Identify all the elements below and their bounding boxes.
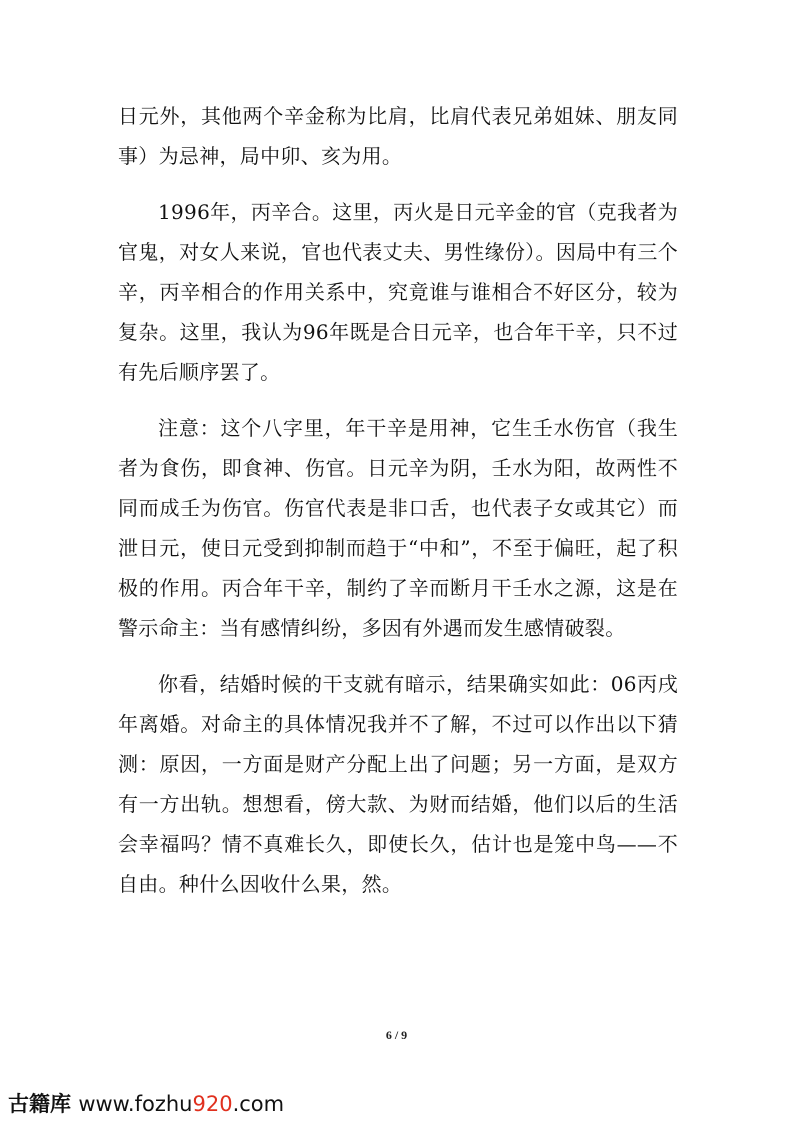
watermark-site-prefix: www.fozhu — [78, 1092, 193, 1116]
watermark-brand: 古籍库 — [8, 1092, 71, 1116]
paragraph-4: 你看，结婚时候的干支就有暗示，结果确实如此：06丙戌年离婚。对命主的具体情况我并不了解，不过可以作出以下猜测：原因，一方面是财产分配上出了问题；另一方面，是双方有一方出轨。想想看，傍大款、为财而结婚，他们以后的生活会幸福吗？情不真难长久，即使长久，估计也是笼中鸟——不自由。种什么因收什么果，然。 — [118, 672, 678, 896]
page-number: 6 / 9 — [385, 1028, 408, 1042]
paragraph-1: 日元外，其他两个辛金称为比肩，比肩代表兄弟姐妹、朋友同事）为忌神，局中卯、亥为用。 — [118, 104, 678, 168]
paragraph-3: 注意：这个八字里，年干辛是用神，它生壬水伤官（我生者为食伤，即食神、伤官。日元辛为阴，壬水为阳，故两性不同而成壬为伤官。伤官代表是非口舌，也代表子女或其它）而泄日元，使日元受到抑制而趋于“中和”，不至于偏旺，起了积极的作用。丙合年干辛，制约了辛而断月干壬水之源，这是在警示命主：当有感情纠纷，多因有外遇而发生感情破裂。 — [118, 416, 678, 640]
watermark-site-number: 920 — [192, 1092, 233, 1116]
site-watermark — [8, 1088, 284, 1118]
document-body — [118, 96, 678, 920]
paragraph-2: 1996年，丙辛合。这里，丙火是日元辛金的官（克我者为官鬼，对女人来说，官也代表丈夫、男性缘份）。因局中有三个辛，丙辛相合的作用关系中，究竟谁与谁相合不好区分，较为复杂。这里，我认为96年既是合日元辛，也合年干辛，只不过有先后顺序罢了。 — [118, 200, 678, 384]
watermark-site-suffix: .com — [232, 1092, 285, 1116]
